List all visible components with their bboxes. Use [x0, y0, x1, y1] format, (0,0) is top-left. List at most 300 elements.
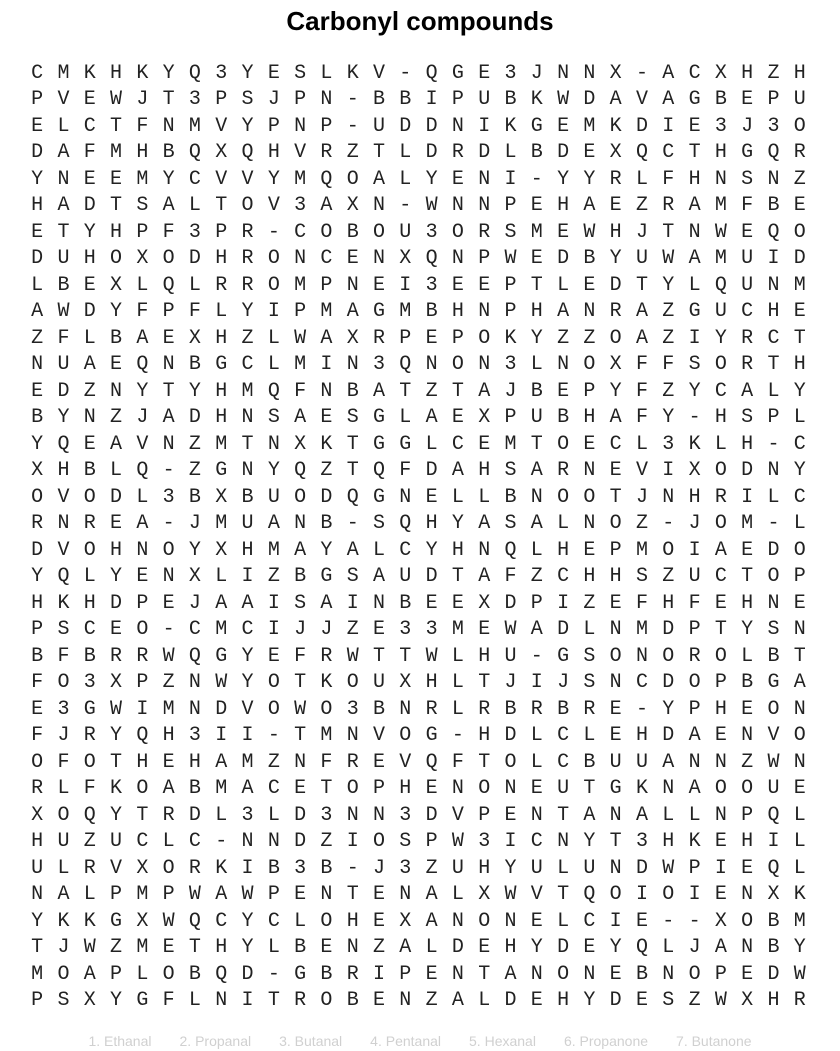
- grid-cell[interactable]: 3: [478, 830, 491, 854]
- grid-cell[interactable]: V: [373, 61, 386, 85]
- grid-cell[interactable]: Q: [346, 485, 359, 509]
- grid-cell[interactable]: P: [793, 565, 806, 589]
- grid-cell[interactable]: Z: [688, 989, 701, 1013]
- grid-cell[interactable]: Y: [110, 724, 123, 748]
- grid-cell[interactable]: T: [399, 379, 412, 403]
- grid-cell[interactable]: U: [110, 830, 123, 854]
- grid-cell[interactable]: 3: [241, 803, 254, 827]
- grid-cell[interactable]: T: [478, 962, 491, 986]
- grid-cell[interactable]: M: [741, 512, 754, 536]
- grid-cell[interactable]: O: [557, 432, 570, 456]
- grid-cell[interactable]: N: [346, 803, 359, 827]
- grid-cell[interactable]: A: [609, 88, 622, 112]
- grid-cell[interactable]: N: [162, 353, 175, 377]
- grid-cell[interactable]: Q: [767, 220, 780, 244]
- grid-cell[interactable]: E: [557, 379, 570, 403]
- grid-cell[interactable]: -: [635, 61, 648, 85]
- grid-cell[interactable]: 3: [320, 803, 333, 827]
- grid-cell[interactable]: K: [320, 671, 333, 695]
- grid-cell[interactable]: O: [267, 671, 280, 695]
- grid-cell[interactable]: U: [793, 88, 806, 112]
- grid-cell[interactable]: H: [425, 671, 438, 695]
- grid-cell[interactable]: B: [57, 273, 70, 297]
- grid-cell[interactable]: E: [320, 406, 333, 430]
- grid-cell[interactable]: Z: [425, 856, 438, 880]
- grid-cell[interactable]: N: [478, 300, 491, 324]
- grid-cell[interactable]: L: [504, 141, 517, 165]
- grid-cell[interactable]: M: [714, 194, 727, 218]
- grid-cell[interactable]: C: [583, 909, 596, 933]
- grid-cell[interactable]: C: [688, 61, 701, 85]
- grid-cell[interactable]: E: [373, 618, 386, 642]
- grid-cell[interactable]: O: [793, 220, 806, 244]
- grid-cell[interactable]: E: [609, 724, 622, 748]
- grid-cell[interactable]: S: [767, 618, 780, 642]
- grid-cell[interactable]: H: [215, 247, 228, 271]
- grid-cell[interactable]: N: [741, 724, 754, 748]
- grid-cell[interactable]: N: [478, 167, 491, 191]
- grid-cell[interactable]: D: [504, 724, 517, 748]
- grid-cell[interactable]: Q: [294, 459, 307, 483]
- grid-cell[interactable]: N: [609, 618, 622, 642]
- grid-cell[interactable]: H: [215, 936, 228, 960]
- grid-cell[interactable]: -: [688, 909, 701, 933]
- grid-cell[interactable]: N: [478, 353, 491, 377]
- grid-cell[interactable]: R: [478, 220, 491, 244]
- grid-cell[interactable]: E: [741, 962, 754, 986]
- grid-cell[interactable]: E: [451, 591, 464, 615]
- grid-cell[interactable]: N: [767, 273, 780, 297]
- grid-cell[interactable]: L: [557, 909, 570, 933]
- grid-cell[interactable]: S: [662, 989, 675, 1013]
- grid-cell[interactable]: Q: [399, 512, 412, 536]
- grid-cell[interactable]: -: [399, 194, 412, 218]
- grid-cell[interactable]: A: [635, 803, 648, 827]
- grid-cell[interactable]: E: [557, 114, 570, 138]
- grid-cell[interactable]: D: [215, 697, 228, 721]
- grid-cell[interactable]: A: [609, 406, 622, 430]
- grid-cell[interactable]: V: [267, 194, 280, 218]
- grid-cell[interactable]: P: [162, 883, 175, 907]
- grid-cell[interactable]: Z: [31, 326, 44, 350]
- grid-cell[interactable]: G: [767, 671, 780, 695]
- grid-cell[interactable]: I: [241, 565, 254, 589]
- grid-cell[interactable]: M: [294, 353, 307, 377]
- grid-cell[interactable]: E: [530, 989, 543, 1013]
- grid-cell[interactable]: L: [451, 485, 464, 509]
- grid-cell[interactable]: J: [57, 724, 70, 748]
- grid-cell[interactable]: N: [399, 485, 412, 509]
- grid-cell[interactable]: A: [478, 379, 491, 403]
- grid-cell[interactable]: L: [399, 167, 412, 191]
- grid-cell[interactable]: N: [793, 697, 806, 721]
- grid-cell[interactable]: E: [267, 644, 280, 668]
- grid-cell[interactable]: Z: [425, 379, 438, 403]
- grid-cell[interactable]: F: [162, 989, 175, 1013]
- grid-cell[interactable]: E: [320, 936, 333, 960]
- grid-cell[interactable]: G: [530, 114, 543, 138]
- grid-cell[interactable]: I: [320, 353, 333, 377]
- grid-cell[interactable]: Y: [188, 379, 201, 403]
- grid-cell[interactable]: T: [741, 565, 754, 589]
- grid-cell[interactable]: O: [793, 724, 806, 748]
- grid-cell[interactable]: N: [57, 512, 70, 536]
- grid-cell[interactable]: Y: [688, 379, 701, 403]
- grid-cell[interactable]: N: [609, 671, 622, 695]
- grid-cell[interactable]: F: [662, 353, 675, 377]
- grid-cell[interactable]: X: [31, 459, 44, 483]
- grid-cell[interactable]: P: [136, 591, 149, 615]
- grid-cell[interactable]: A: [215, 883, 228, 907]
- grid-cell[interactable]: R: [346, 962, 359, 986]
- grid-cell[interactable]: K: [609, 114, 622, 138]
- grid-cell[interactable]: E: [110, 618, 123, 642]
- grid-cell[interactable]: R: [294, 989, 307, 1013]
- grid-cell[interactable]: L: [162, 830, 175, 854]
- grid-cell[interactable]: D: [188, 803, 201, 827]
- grid-cell[interactable]: B: [714, 88, 727, 112]
- grid-cell[interactable]: P: [609, 538, 622, 562]
- grid-cell[interactable]: G: [609, 777, 622, 801]
- grid-cell[interactable]: I: [478, 114, 491, 138]
- grid-cell[interactable]: A: [688, 777, 701, 801]
- grid-cell[interactable]: L: [583, 618, 596, 642]
- grid-cell[interactable]: H: [504, 936, 517, 960]
- grid-cell[interactable]: C: [714, 565, 727, 589]
- grid-cell[interactable]: M: [294, 273, 307, 297]
- grid-cell[interactable]: L: [451, 671, 464, 695]
- grid-cell[interactable]: U: [57, 353, 70, 377]
- grid-cell[interactable]: -: [451, 724, 464, 748]
- grid-cell[interactable]: R: [662, 194, 675, 218]
- grid-cell[interactable]: A: [583, 194, 596, 218]
- grid-cell[interactable]: T: [110, 114, 123, 138]
- grid-cell[interactable]: Y: [241, 909, 254, 933]
- grid-cell[interactable]: 3: [425, 273, 438, 297]
- grid-cell[interactable]: O: [557, 485, 570, 509]
- grid-cell[interactable]: G: [215, 644, 228, 668]
- grid-cell[interactable]: H: [267, 141, 280, 165]
- grid-cell[interactable]: E: [425, 777, 438, 801]
- grid-cell[interactable]: N: [793, 750, 806, 774]
- grid-cell[interactable]: X: [188, 326, 201, 350]
- grid-cell[interactable]: T: [346, 459, 359, 483]
- grid-cell[interactable]: -: [215, 830, 228, 854]
- grid-cell[interactable]: Z: [320, 830, 333, 854]
- grid-cell[interactable]: S: [583, 671, 596, 695]
- grid-cell[interactable]: T: [136, 803, 149, 827]
- grid-cell[interactable]: Z: [793, 167, 806, 191]
- grid-cell[interactable]: 3: [162, 485, 175, 509]
- grid-cell[interactable]: E: [609, 962, 622, 986]
- grid-cell[interactable]: N: [451, 114, 464, 138]
- grid-cell[interactable]: S: [504, 512, 517, 536]
- grid-cell[interactable]: P: [215, 88, 228, 112]
- grid-cell[interactable]: H: [688, 485, 701, 509]
- grid-cell[interactable]: K: [110, 777, 123, 801]
- grid-cell[interactable]: A: [662, 61, 675, 85]
- grid-cell[interactable]: A: [57, 194, 70, 218]
- grid-cell[interactable]: O: [741, 909, 754, 933]
- grid-cell[interactable]: I: [241, 989, 254, 1013]
- grid-cell[interactable]: L: [425, 432, 438, 456]
- grid-cell[interactable]: C: [793, 432, 806, 456]
- grid-cell[interactable]: L: [635, 432, 648, 456]
- grid-cell[interactable]: X: [399, 909, 412, 933]
- grid-cell[interactable]: Y: [662, 697, 675, 721]
- grid-cell[interactable]: P: [504, 273, 517, 297]
- grid-cell[interactable]: J: [267, 88, 280, 112]
- grid-cell[interactable]: U: [741, 273, 754, 297]
- grid-cell[interactable]: B: [31, 644, 44, 668]
- grid-cell[interactable]: I: [688, 538, 701, 562]
- grid-cell[interactable]: B: [188, 962, 201, 986]
- grid-cell[interactable]: V: [399, 750, 412, 774]
- grid-cell[interactable]: J: [688, 512, 701, 536]
- grid-cell[interactable]: E: [609, 591, 622, 615]
- grid-cell[interactable]: N: [741, 883, 754, 907]
- grid-cell[interactable]: I: [662, 459, 675, 483]
- grid-cell[interactable]: P: [110, 883, 123, 907]
- grid-cell[interactable]: C: [241, 618, 254, 642]
- grid-cell[interactable]: D: [767, 538, 780, 562]
- grid-cell[interactable]: C: [609, 432, 622, 456]
- grid-cell[interactable]: Y: [662, 406, 675, 430]
- grid-cell[interactable]: H: [215, 379, 228, 403]
- grid-cell[interactable]: U: [688, 565, 701, 589]
- grid-cell[interactable]: Z: [162, 671, 175, 695]
- grid-cell[interactable]: J: [557, 671, 570, 695]
- grid-cell[interactable]: V: [57, 485, 70, 509]
- grid-cell[interactable]: 3: [294, 856, 307, 880]
- grid-cell[interactable]: C: [83, 114, 96, 138]
- grid-cell[interactable]: L: [57, 114, 70, 138]
- grid-cell[interactable]: Y: [162, 167, 175, 191]
- grid-cell[interactable]: L: [188, 194, 201, 218]
- grid-cell[interactable]: B: [294, 565, 307, 589]
- grid-cell[interactable]: J: [530, 61, 543, 85]
- grid-cell[interactable]: H: [609, 565, 622, 589]
- grid-cell[interactable]: M: [267, 538, 280, 562]
- grid-cell[interactable]: N: [399, 989, 412, 1013]
- grid-cell[interactable]: O: [399, 724, 412, 748]
- grid-cell[interactable]: P: [267, 883, 280, 907]
- grid-cell[interactable]: Y: [31, 565, 44, 589]
- grid-cell[interactable]: Q: [57, 432, 70, 456]
- grid-cell[interactable]: L: [110, 459, 123, 483]
- grid-cell[interactable]: R: [373, 326, 386, 350]
- grid-cell[interactable]: I: [346, 591, 359, 615]
- grid-cell[interactable]: P: [504, 300, 517, 324]
- grid-cell[interactable]: H: [241, 538, 254, 562]
- grid-cell[interactable]: F: [136, 114, 149, 138]
- grid-cell[interactable]: U: [451, 856, 464, 880]
- grid-cell[interactable]: G: [373, 485, 386, 509]
- grid-cell[interactable]: R: [162, 803, 175, 827]
- grid-cell[interactable]: N: [294, 247, 307, 271]
- grid-cell[interactable]: N: [451, 247, 464, 271]
- grid-cell[interactable]: L: [83, 883, 96, 907]
- grid-cell[interactable]: L: [267, 326, 280, 350]
- grid-cell[interactable]: R: [320, 141, 333, 165]
- grid-cell[interactable]: I: [267, 591, 280, 615]
- grid-cell[interactable]: E: [530, 194, 543, 218]
- grid-cell[interactable]: H: [83, 247, 96, 271]
- grid-cell[interactable]: B: [346, 220, 359, 244]
- grid-cell[interactable]: -: [530, 167, 543, 191]
- grid-cell[interactable]: H: [714, 406, 727, 430]
- grid-cell[interactable]: E: [557, 220, 570, 244]
- grid-cell[interactable]: H: [451, 538, 464, 562]
- grid-cell[interactable]: Z: [583, 326, 596, 350]
- grid-cell[interactable]: L: [793, 830, 806, 854]
- grid-cell[interactable]: U: [478, 88, 491, 112]
- grid-cell[interactable]: U: [241, 512, 254, 536]
- grid-cell[interactable]: T: [478, 750, 491, 774]
- grid-cell[interactable]: T: [110, 194, 123, 218]
- grid-cell[interactable]: N: [241, 459, 254, 483]
- grid-cell[interactable]: R: [609, 167, 622, 191]
- grid-cell[interactable]: H: [557, 989, 570, 1013]
- grid-cell[interactable]: C: [662, 141, 675, 165]
- grid-cell[interactable]: E: [741, 697, 754, 721]
- grid-cell[interactable]: O: [267, 697, 280, 721]
- grid-cell[interactable]: T: [346, 432, 359, 456]
- grid-cell[interactable]: 3: [188, 724, 201, 748]
- grid-cell[interactable]: D: [188, 247, 201, 271]
- grid-cell[interactable]: N: [662, 962, 675, 986]
- grid-cell[interactable]: F: [31, 671, 44, 695]
- grid-cell[interactable]: Z: [557, 326, 570, 350]
- grid-cell[interactable]: R: [83, 724, 96, 748]
- grid-cell[interactable]: 3: [399, 856, 412, 880]
- grid-cell[interactable]: F: [57, 750, 70, 774]
- grid-cell[interactable]: W: [504, 883, 517, 907]
- grid-cell[interactable]: R: [346, 750, 359, 774]
- grid-cell[interactable]: B: [267, 856, 280, 880]
- grid-cell[interactable]: T: [57, 220, 70, 244]
- grid-cell[interactable]: S: [346, 406, 359, 430]
- grid-cell[interactable]: E: [530, 777, 543, 801]
- grid-cell[interactable]: Z: [110, 406, 123, 430]
- grid-cell[interactable]: 3: [425, 618, 438, 642]
- grid-cell[interactable]: M: [215, 777, 228, 801]
- grid-cell[interactable]: V: [57, 538, 70, 562]
- grid-cell[interactable]: B: [188, 777, 201, 801]
- grid-cell[interactable]: Y: [530, 936, 543, 960]
- grid-cell[interactable]: E: [583, 141, 596, 165]
- grid-cell[interactable]: V: [241, 697, 254, 721]
- grid-cell[interactable]: F: [83, 141, 96, 165]
- grid-cell[interactable]: Q: [373, 459, 386, 483]
- grid-cell[interactable]: I: [688, 883, 701, 907]
- grid-cell[interactable]: H: [110, 220, 123, 244]
- grid-cell[interactable]: S: [741, 167, 754, 191]
- grid-cell[interactable]: T: [662, 220, 675, 244]
- grid-cell[interactable]: X: [31, 803, 44, 827]
- grid-cell[interactable]: P: [688, 618, 701, 642]
- grid-cell[interactable]: E: [451, 273, 464, 297]
- grid-cell[interactable]: N: [451, 777, 464, 801]
- grid-cell[interactable]: R: [215, 273, 228, 297]
- grid-cell[interactable]: I: [215, 724, 228, 748]
- grid-cell[interactable]: E: [583, 273, 596, 297]
- grid-cell[interactable]: E: [373, 883, 386, 907]
- grid-cell[interactable]: Z: [110, 936, 123, 960]
- grid-cell[interactable]: D: [557, 936, 570, 960]
- grid-cell[interactable]: A: [504, 962, 517, 986]
- grid-cell[interactable]: B: [346, 379, 359, 403]
- grid-cell[interactable]: N: [583, 300, 596, 324]
- grid-cell[interactable]: G: [451, 61, 464, 85]
- grid-cell[interactable]: P: [504, 194, 517, 218]
- grid-cell[interactable]: N: [557, 61, 570, 85]
- grid-cell[interactable]: B: [557, 406, 570, 430]
- grid-cell[interactable]: Q: [425, 247, 438, 271]
- grid-cell[interactable]: K: [346, 61, 359, 85]
- grid-cell[interactable]: M: [215, 512, 228, 536]
- grid-cell[interactable]: T: [215, 194, 228, 218]
- grid-cell[interactable]: N: [241, 830, 254, 854]
- grid-cell[interactable]: A: [83, 353, 96, 377]
- grid-cell[interactable]: Z: [583, 591, 596, 615]
- grid-cell[interactable]: X: [478, 591, 491, 615]
- grid-cell[interactable]: U: [530, 856, 543, 880]
- grid-cell[interactable]: Y: [57, 406, 70, 430]
- grid-cell[interactable]: E: [373, 989, 386, 1013]
- grid-cell[interactable]: O: [793, 538, 806, 562]
- grid-cell[interactable]: Y: [609, 936, 622, 960]
- grid-cell[interactable]: B: [583, 750, 596, 774]
- grid-cell[interactable]: N: [373, 803, 386, 827]
- grid-cell[interactable]: X: [188, 565, 201, 589]
- grid-cell[interactable]: O: [478, 909, 491, 933]
- grid-cell[interactable]: N: [478, 538, 491, 562]
- grid-cell[interactable]: N: [294, 114, 307, 138]
- grid-cell[interactable]: E: [609, 459, 622, 483]
- grid-cell[interactable]: B: [31, 406, 44, 430]
- grid-cell[interactable]: A: [451, 989, 464, 1013]
- grid-cell[interactable]: N: [31, 353, 44, 377]
- grid-cell[interactable]: F: [635, 406, 648, 430]
- grid-cell[interactable]: E: [425, 591, 438, 615]
- grid-cell[interactable]: Y: [241, 300, 254, 324]
- grid-cell[interactable]: Z: [267, 565, 280, 589]
- grid-cell[interactable]: U: [714, 300, 727, 324]
- grid-cell[interactable]: B: [188, 485, 201, 509]
- grid-cell[interactable]: R: [241, 273, 254, 297]
- grid-cell[interactable]: M: [136, 883, 149, 907]
- grid-cell[interactable]: X: [215, 141, 228, 165]
- grid-cell[interactable]: D: [294, 830, 307, 854]
- grid-cell[interactable]: E: [83, 167, 96, 191]
- grid-cell[interactable]: O: [162, 962, 175, 986]
- grid-cell[interactable]: -: [162, 459, 175, 483]
- grid-cell[interactable]: Y: [609, 247, 622, 271]
- grid-cell[interactable]: D: [662, 671, 675, 695]
- grid-cell[interactable]: C: [557, 750, 570, 774]
- grid-cell[interactable]: V: [451, 803, 464, 827]
- grid-cell[interactable]: N: [294, 512, 307, 536]
- grid-cell[interactable]: V: [294, 141, 307, 165]
- grid-cell[interactable]: H: [215, 406, 228, 430]
- grid-cell[interactable]: M: [399, 300, 412, 324]
- grid-cell[interactable]: L: [294, 909, 307, 933]
- grid-cell[interactable]: V: [215, 114, 228, 138]
- grid-cell[interactable]: U: [373, 114, 386, 138]
- grid-cell[interactable]: L: [741, 644, 754, 668]
- grid-cell[interactable]: N: [767, 167, 780, 191]
